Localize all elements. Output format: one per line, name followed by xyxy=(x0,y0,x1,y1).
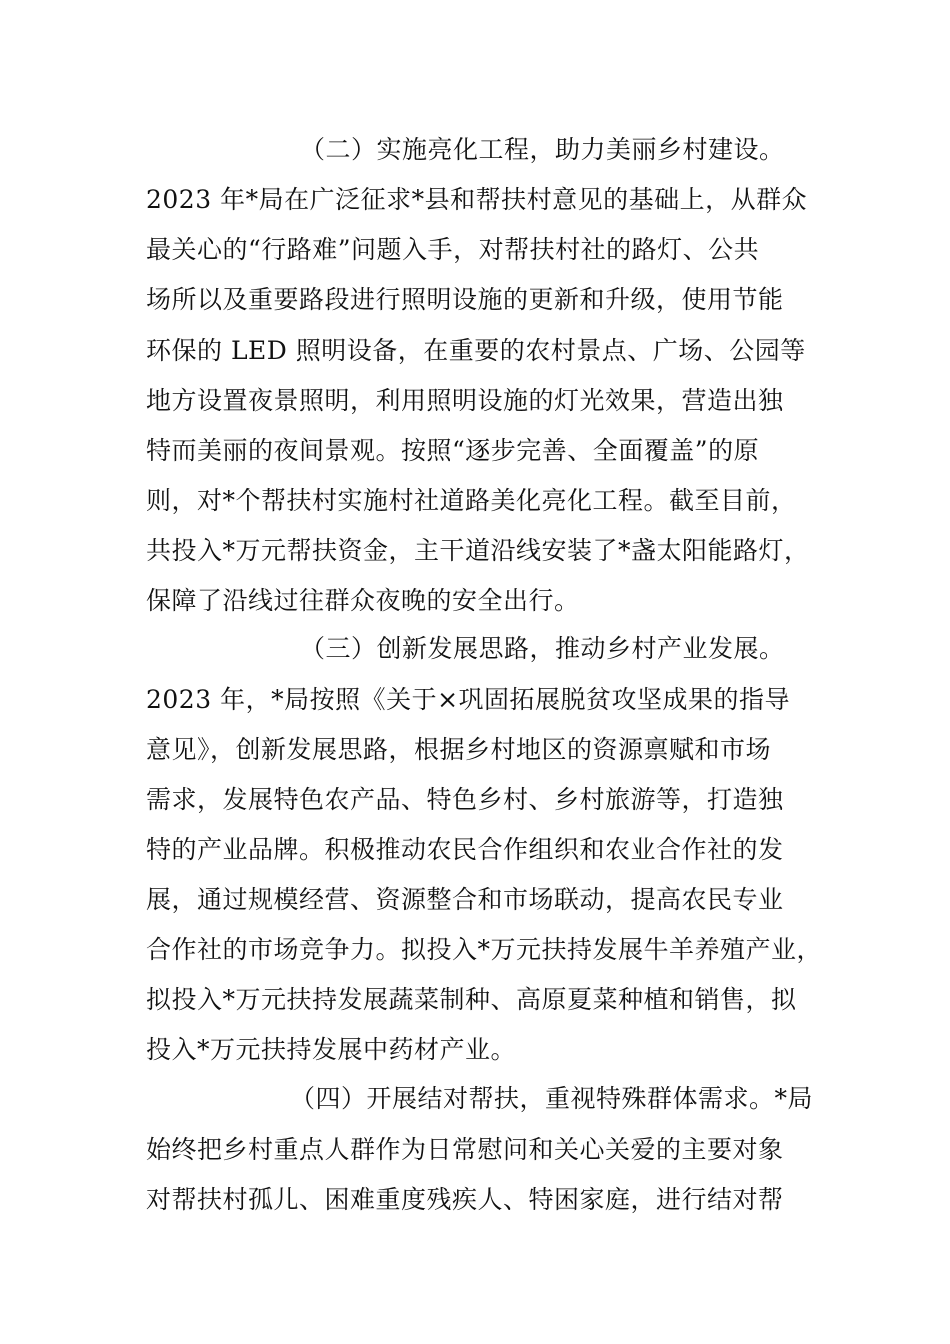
paragraph-line: 地方设置夜景照明，利用照明设施的灯光效果，营造出独 xyxy=(146,386,784,415)
paragraph-line: 投入*万元扶持发展中药材产业。 xyxy=(146,1035,517,1064)
section-heading-2: （二）实施亮化工程，助力美丽乡村建设。 xyxy=(300,135,785,164)
paragraph-line: 2023 年，*局按照《关于×巩固拓展脱贫攻坚成果的指导 xyxy=(146,685,791,714)
paragraph-line: 2023 年*局在广泛征求*县和帮扶村意见的基础上，从群众 xyxy=(146,185,808,214)
paragraph-line: 需求，发展特色农产品、特色乡村、乡村旅游等，打造独 xyxy=(146,785,784,814)
paragraph-line: 拟投入*万元扶持发展蔬菜制种、高原夏菜种植和销售，拟 xyxy=(146,985,797,1014)
paragraph-line: 意见》，创新发展思路，根据乡村地区的资源禀赋和市场 xyxy=(146,735,772,764)
paragraph-line: 始终把乡村重点人群作为日常慰问和关心关爱的主要对象 xyxy=(146,1135,784,1164)
section-heading-3: （三）创新发展思路，推动乡村产业发展。 xyxy=(300,634,785,663)
section-heading-4: （四）开展结对帮扶，重视特殊群体需求。*局 xyxy=(290,1084,814,1113)
paragraph-line: 展，通过规模经营、资源整合和市场联动，提高农民专业 xyxy=(146,885,784,914)
paragraph-line: 合作社的市场竞争力。拟投入*万元扶持发展牛羊养殖产业， xyxy=(146,935,823,964)
paragraph-line: 特的产业品牌。积极推动农民合作组织和农业合作社的发 xyxy=(146,835,784,864)
paragraph-line: 特而美丽的夜间景观。按照“逐步完善、全面覆盖”的原 xyxy=(146,436,760,465)
paragraph-line: 环保的 LED 照明设备，在重要的农村景点、广场、公园等 xyxy=(146,336,806,365)
paragraph-line: 最关心的“行路难”问题入手，对帮扶村社的路灯、公共 xyxy=(146,235,760,264)
paragraph-line: 则，对*个帮扶村实施村社道路美化亮化工程。截至目前， xyxy=(146,486,797,515)
paragraph-line: 保障了沿线过往群众夜晚的安全出行。 xyxy=(146,586,580,615)
paragraph-line: 共投入*万元帮扶资金，主干道沿线安装了*盏太阳能路灯， xyxy=(146,536,810,565)
paragraph-line: 场所以及重要路段进行照明设施的更新和升级，使用节能 xyxy=(146,285,784,314)
paragraph-line: 对帮扶村孤儿、困难重度残疾人、特困家庭，进行结对帮 xyxy=(146,1185,784,1214)
